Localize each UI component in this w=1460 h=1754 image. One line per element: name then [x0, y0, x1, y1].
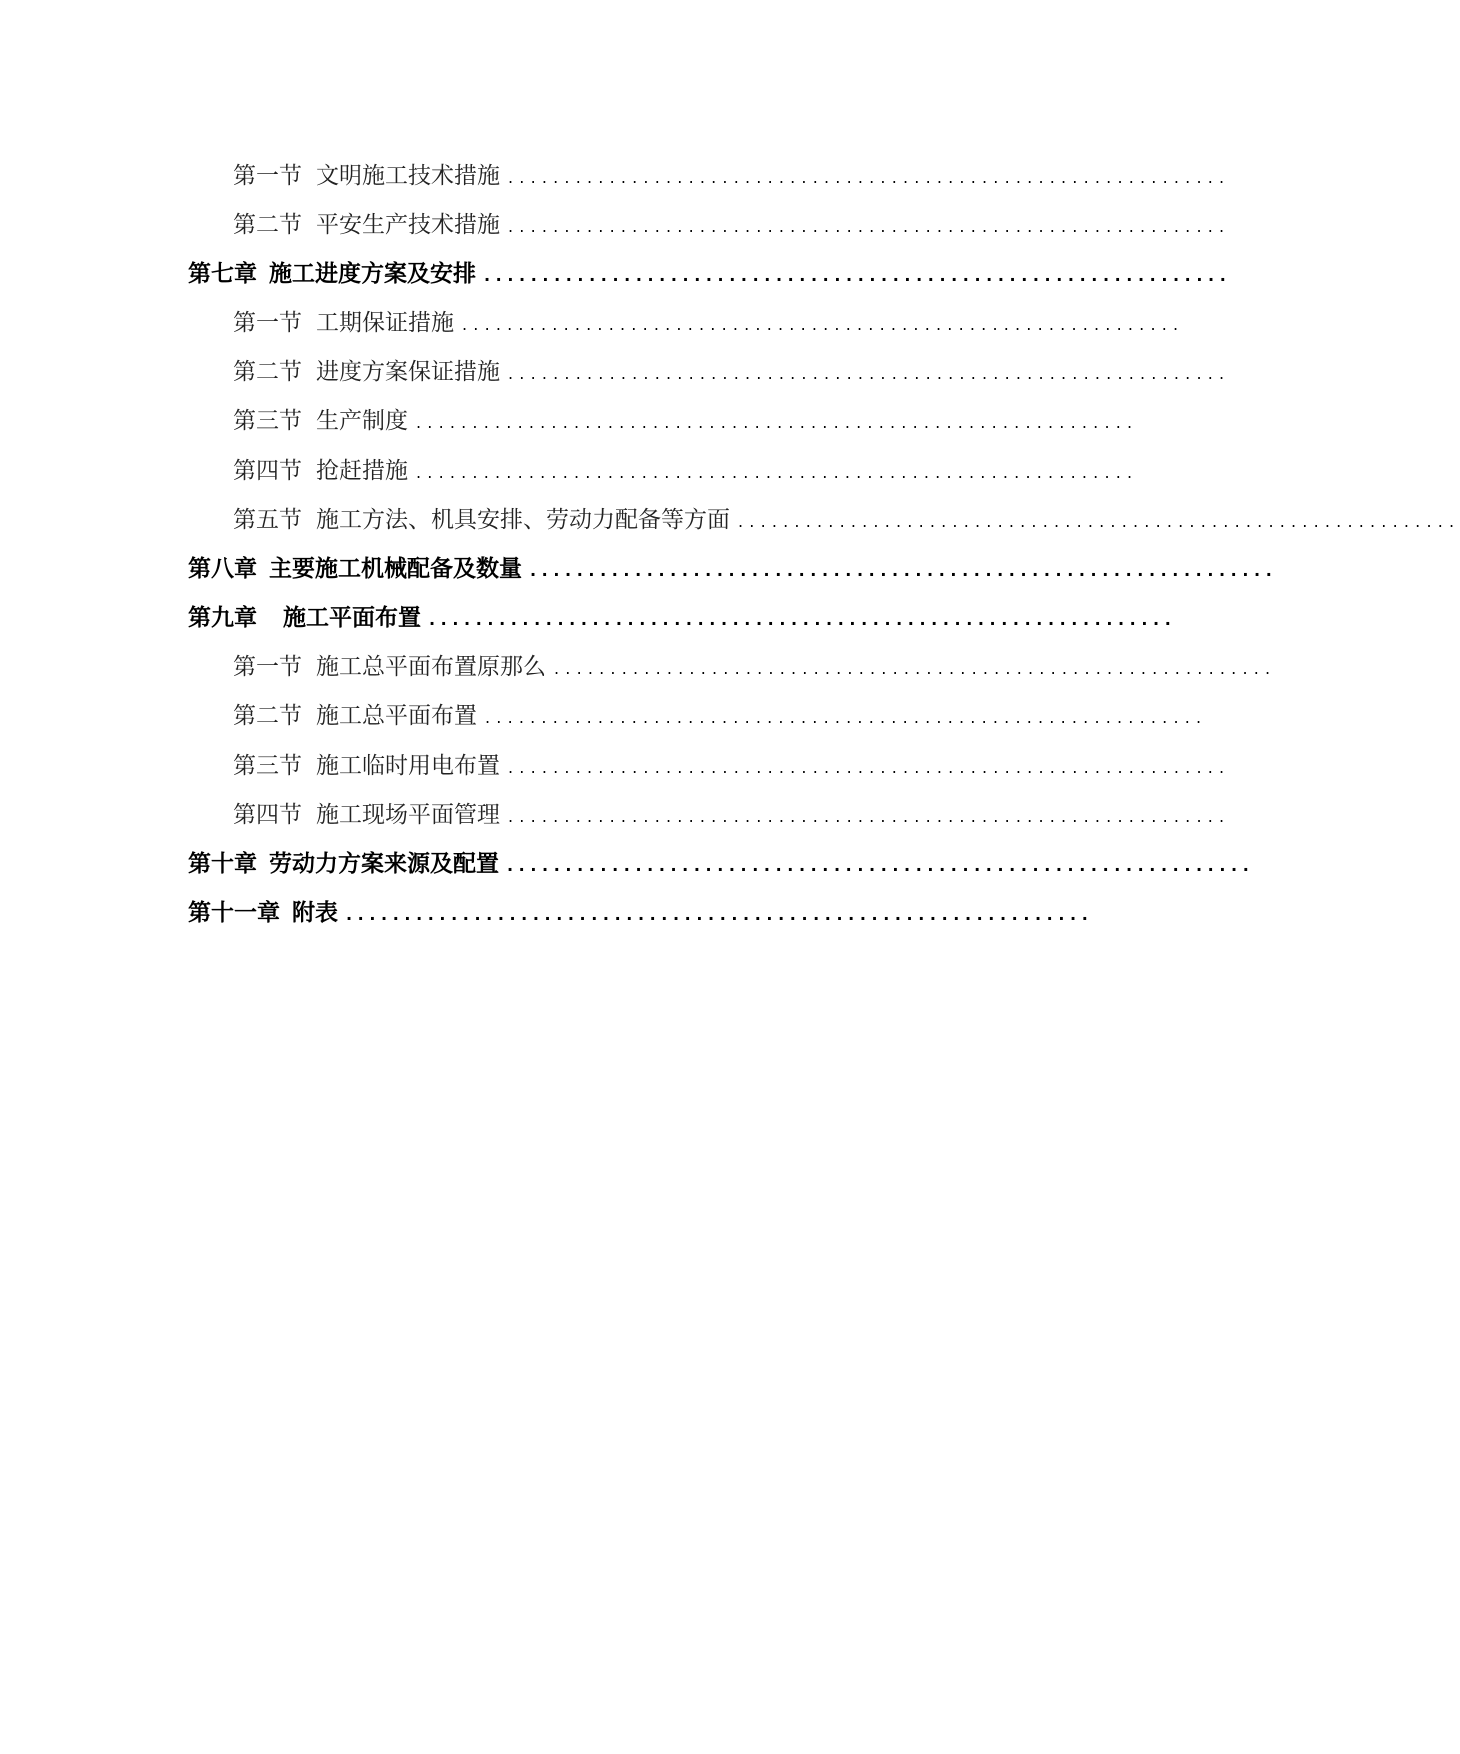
- dot-leader: ................................................................: [346, 905, 1094, 924]
- dot-leader: ................................................................: [416, 463, 1139, 482]
- toc-entry-section[interactable]: [233, 156, 1231, 196]
- toc-entry-title: 施工进度方案及安排: [269, 261, 476, 287]
- toc-entry-chapter[interactable]: [188, 844, 1255, 884]
- dot-leader: ................................................................: [508, 217, 1231, 236]
- toc-entry-section[interactable]: [233, 303, 1185, 343]
- dot-leader: ................................................................: [484, 266, 1232, 285]
- toc-entry-title: 生产制度: [316, 408, 408, 434]
- dot-leader: ................................................................: [485, 708, 1208, 727]
- toc-entry-title: 主要施工机械配备及数量: [269, 556, 522, 582]
- toc-entry-number: 第七章: [188, 261, 257, 287]
- dot-leader: ................................................................: [416, 413, 1139, 432]
- toc-entry-number: 第十章: [188, 851, 257, 877]
- toc-entry-title: 施工现场平面管理: [316, 802, 500, 828]
- toc-entry-number: 第三节: [233, 408, 302, 434]
- toc-entry-section[interactable]: [233, 451, 1139, 491]
- toc-entry-title: 文明施工技术措施: [316, 163, 500, 189]
- toc-entry-number: 第二节: [233, 703, 302, 729]
- toc-entry-title: 施工临时用电布置: [316, 753, 500, 779]
- toc-entry-section[interactable]: [233, 696, 1208, 736]
- toc-entry-title: 施工方法、机具安排、劳动力配备等方面: [316, 507, 730, 533]
- toc-entry-title: 施工总平面布置: [316, 703, 477, 729]
- toc-entry-title: 工期保证措施: [316, 310, 454, 336]
- toc-entry-number: 第四节: [233, 802, 302, 828]
- dot-leader: ................................................................: [508, 364, 1231, 383]
- dot-leader: ................................................................: [507, 856, 1255, 875]
- toc-entry-number: 第一节: [233, 654, 302, 680]
- dot-leader: ................................................................: [429, 610, 1177, 629]
- toc-entry-number: 第八章: [188, 556, 257, 582]
- toc-entry-number: 第二节: [233, 212, 302, 238]
- dot-leader: ................................................................: [462, 315, 1185, 334]
- dot-leader: ................................................................: [508, 168, 1231, 187]
- toc-entry-title: 进度方案保证措施: [316, 359, 500, 385]
- toc-entry-number: 第五节: [233, 507, 302, 533]
- toc-entry-title: 抢赶措施: [316, 458, 408, 484]
- toc-entry-section[interactable]: [233, 647, 1277, 687]
- toc-entry-chapter[interactable]: [188, 254, 1232, 294]
- toc-entry-section[interactable]: [233, 205, 1231, 245]
- toc-entry-chapter[interactable]: [188, 549, 1278, 589]
- dot-leader: ................................................................: [530, 561, 1278, 580]
- toc-entry-section[interactable]: [233, 500, 1460, 540]
- toc-entry-number: 第四节: [233, 458, 302, 484]
- toc-entry-section[interactable]: [233, 401, 1139, 441]
- toc-entry-number: 第一节: [233, 310, 302, 336]
- toc-entry-title: 施工总平面布置原那么: [316, 654, 546, 680]
- toc-entry-number: 第一节: [233, 163, 302, 189]
- toc-entry-number: 第九章: [188, 605, 257, 631]
- toc-entry-chapter[interactable]: [188, 598, 1177, 638]
- toc-entry-section[interactable]: [233, 746, 1231, 786]
- toc-entry-title: 平安生产技术措施: [316, 212, 500, 238]
- toc-entry-number: 第二节: [233, 359, 302, 385]
- toc-entry-number: 第十一章: [188, 900, 280, 926]
- dot-leader: ................................................................: [738, 512, 1460, 531]
- toc-entry-title: 施工平面布置: [283, 605, 421, 631]
- dot-leader: ................................................................: [554, 659, 1277, 678]
- toc-entry-section[interactable]: [233, 352, 1231, 392]
- toc-entry-section[interactable]: [233, 795, 1231, 835]
- toc-entry-title: 附表: [292, 900, 338, 926]
- dot-leader: ................................................................: [508, 807, 1231, 826]
- toc-entry-title: 劳动力方案来源及配置: [269, 851, 499, 877]
- toc-entry-chapter[interactable]: [188, 893, 1094, 933]
- dot-leader: ................................................................: [508, 758, 1231, 777]
- toc-entry-number: 第三节: [233, 753, 302, 779]
